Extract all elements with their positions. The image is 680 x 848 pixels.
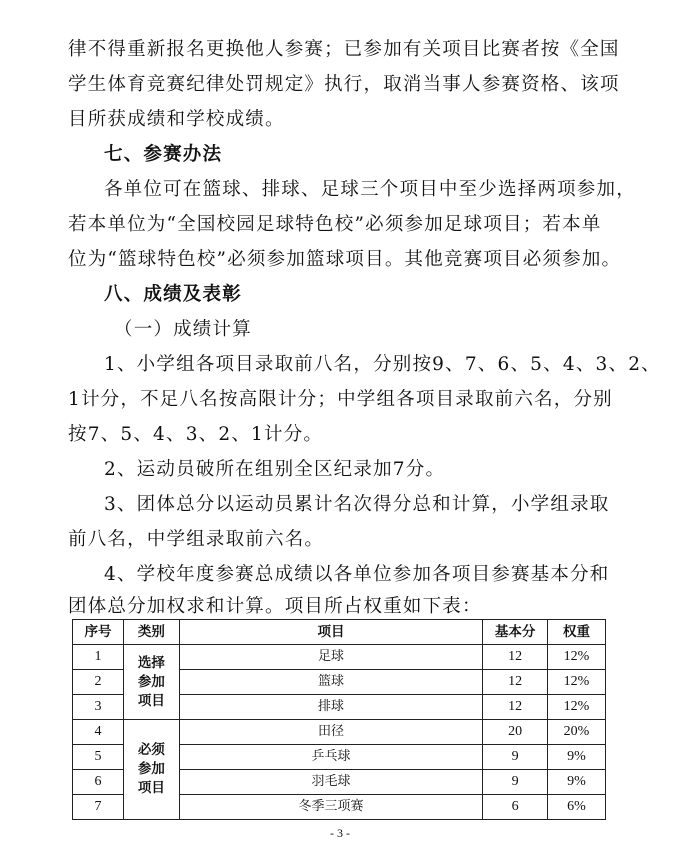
body-text-line: 1计分，不足八名按高限计分；中学组各项目录取前六名，分别 (68, 389, 613, 410)
body-text-line: 目所获成绩和学校成绩。 (68, 109, 285, 130)
category-text: 参加 (137, 673, 165, 690)
header-no: 序号 (73, 620, 124, 645)
header-weight: 权重 (548, 620, 606, 645)
page-number: - 3 - (330, 826, 350, 840)
category-text: 选择 (137, 654, 165, 671)
row-base: 6 (483, 795, 548, 820)
row-no: 7 (73, 795, 124, 820)
row-base: 12 (483, 670, 548, 695)
row-item: 羽毛球 (179, 770, 482, 795)
weight-table (72, 619, 606, 820)
table-row (73, 645, 606, 670)
row-item: 冬季三项赛 (179, 795, 482, 820)
body-text-line: 1、小学组各项目录取前八名，分别按9、7、6、5、4、3、2、 (104, 354, 661, 375)
row-base: 12 (483, 645, 548, 670)
body-text-line: 各单位可在篮球、排球、足球三个项目中至少选择两项参加， (104, 179, 636, 200)
body-text-line: 2、运动员破所在组别全区纪录加7分。 (104, 459, 446, 480)
row-item: 田径 (179, 720, 482, 745)
body-text-line: 团体总分加权求和计算。项目所占权重如下表： (68, 596, 482, 617)
row-item: 乒乓球 (179, 745, 482, 770)
category-required (123, 720, 179, 820)
row-weight: 9% (548, 745, 606, 770)
body-text-line: 学生体育竞赛纪律处罚规定》执行，取消当事人参赛资格、该项 (68, 74, 620, 95)
category-text: 参加 (137, 761, 165, 777)
body-text-line: 前八名，中学组录取前六名。 (68, 529, 325, 550)
section-heading-7: 七、参赛办法 (104, 144, 223, 165)
row-base: 9 (483, 745, 548, 770)
body-text-line: 4、学校年度参赛总成绩以各单位参加各项目参赛基本分和 (104, 564, 610, 585)
row-weight: 20% (548, 720, 606, 745)
row-base: 20 (483, 720, 548, 745)
row-item: 足球 (179, 645, 482, 670)
category-text: 项目 (137, 780, 165, 796)
table-row (73, 720, 606, 745)
header-base-score: 基本分 (483, 620, 548, 645)
row-no: 4 (73, 720, 124, 745)
header-item: 项目 (179, 620, 482, 645)
row-no: 2 (73, 670, 124, 695)
row-weight: 9% (548, 770, 606, 795)
row-weight: 12% (548, 695, 606, 720)
table-header-row (73, 620, 606, 645)
row-no: 5 (73, 745, 124, 770)
row-weight: 12% (548, 670, 606, 695)
category-text: 必须 (137, 742, 165, 758)
header-category: 类别 (123, 620, 179, 645)
category-optional (123, 645, 179, 720)
category-text: 项目 (137, 692, 165, 709)
row-no: 3 (73, 695, 124, 720)
row-no: 6 (73, 770, 124, 795)
row-item: 排球 (179, 695, 482, 720)
body-text-line: 位为“篮球特色校”必须参加篮球项目。其他竞赛项目必须参加。 (68, 249, 622, 270)
row-weight: 6% (548, 795, 606, 820)
body-text-line: 按7、5、4、3、2、1计分。 (68, 424, 324, 445)
body-text-line: 若本单位为“全国校园足球特色校”必须参加足球项目；若本单 (68, 214, 602, 235)
section-heading-8: 八、成绩及表彰 (104, 284, 242, 305)
row-base: 12 (483, 695, 548, 720)
subsection-heading: （一）成绩计算 (114, 319, 252, 340)
body-text-line: 律不得重新报名更换他人参赛；已参加有关项目比赛者按《全国 (68, 39, 620, 60)
row-no: 1 (73, 645, 124, 670)
row-weight: 12% (548, 645, 606, 670)
row-base: 9 (483, 770, 548, 795)
row-item: 篮球 (179, 670, 482, 695)
body-text-line: 3、团体总分以运动员累计名次得分总和计算，小学组录取 (104, 494, 610, 515)
